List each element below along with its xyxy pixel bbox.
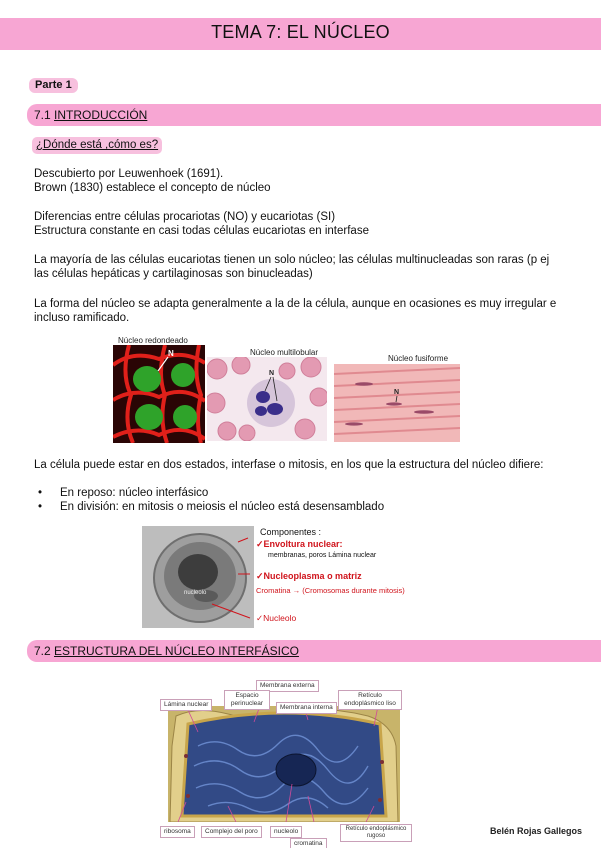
section-title: INTRODUCCIÓN [54, 108, 148, 122]
label-cromatina: cromatina [290, 838, 327, 848]
round-nucleus-image [113, 345, 205, 443]
component-envoltura-detail: membranas, poros Lámina nuclear [268, 552, 377, 559]
component-nucleolo: ✓Nucleolo [256, 613, 297, 623]
label-complejo-poro: Complejo del poro [201, 826, 262, 838]
page-title: TEMA 7: EL NÚCLEO [211, 22, 390, 42]
components-heading: Componentes : [260, 527, 322, 537]
n-label: N [269, 370, 275, 377]
text-line: Descubierto por Leuwenhoek (1691). [34, 168, 224, 180]
component-nucleoplasma: ✓Nucleoplasma o matriz [256, 571, 362, 581]
label-espacio-perinuclear: Espacio perinuclear [224, 690, 270, 710]
text-line: Diferencias entre células procariotas (NO) y eucariotas (SI) [34, 211, 336, 223]
section-number: 7.2 [34, 644, 55, 658]
n-label: N [168, 349, 174, 358]
paragraph-multinucleate: La mayoría de las células eucariotas tienen un solo núcleo; las células multinucleadas son raras (p ej las células hepáticas y cartilaginosas son binucleadas) [34, 254, 550, 280]
question-heading: ¿Dónde está ,cómo es? [32, 137, 162, 154]
caption-round-nucleus: Núcleo redondeado [118, 336, 188, 345]
label-reticulo-rugoso: Retículo endoplásmico rugoso [340, 824, 412, 842]
author-signature: Belén Rojas Gallegos [490, 826, 583, 836]
nucleus-structure-diagram [168, 706, 400, 822]
list-item: • En división: en mitosis o meiosis el núcleo está desensamblado [34, 500, 574, 514]
micrograph-nucleolo-label: nucleolo [184, 590, 207, 596]
fusiform-nucleus-image [334, 364, 460, 442]
nucleus-micrograph [142, 526, 254, 628]
section-number: 7.1 [34, 108, 55, 122]
label-membrana-externa: Membrana externa [256, 680, 319, 692]
label-reticulo-liso: Retículo endoplásmico liso [338, 690, 402, 710]
label-ribosoma: ribosoma [160, 826, 195, 838]
label-lamina-nuclear: Lámina nuclear [160, 699, 212, 711]
part-label: Parte 1 [29, 78, 78, 93]
section-heading-7-2 [34, 640, 299, 662]
label-nucleolo: nucleolo [270, 826, 302, 838]
paragraph-differences [34, 210, 574, 238]
caption-multilobular-nucleus: Núcleo multilobular [250, 348, 319, 357]
paragraph-states: La célula puede estar en dos estados, interfase o mitosis, en los que la estructura del núcleo difiere: [34, 459, 544, 471]
n-label: N [394, 389, 400, 396]
text-line: Brown (1830) establece el concepto de núcleo [34, 182, 271, 194]
component-envoltura: ✓Envoltura nuclear: [256, 539, 343, 549]
paragraph-discovery [34, 167, 574, 195]
section-heading-7-1 [34, 104, 147, 126]
caption-fusiform-nucleus: Núcleo fusiforme [388, 354, 449, 363]
multilobular-nucleus-image [207, 357, 327, 441]
text-line: Estructura constante en casi todas células eucariotas en interfase [34, 225, 369, 237]
paragraph-shape: La forma del núcleo se adapta generalmente a la de la célula, aunque en ocasiones es muy irregular e incluso ramificado. [34, 298, 557, 324]
label-membrana-interna: Membrana interna [276, 702, 337, 714]
list-item: • En reposo: núcleo interfásico [34, 486, 574, 500]
component-cromatina: Cromatina → (Cromosomas durante mitosis) [256, 586, 405, 595]
states-list [34, 486, 574, 514]
section-title: ESTRUCTURA DEL NÚCLEO INTERFÁSICO [54, 644, 299, 658]
